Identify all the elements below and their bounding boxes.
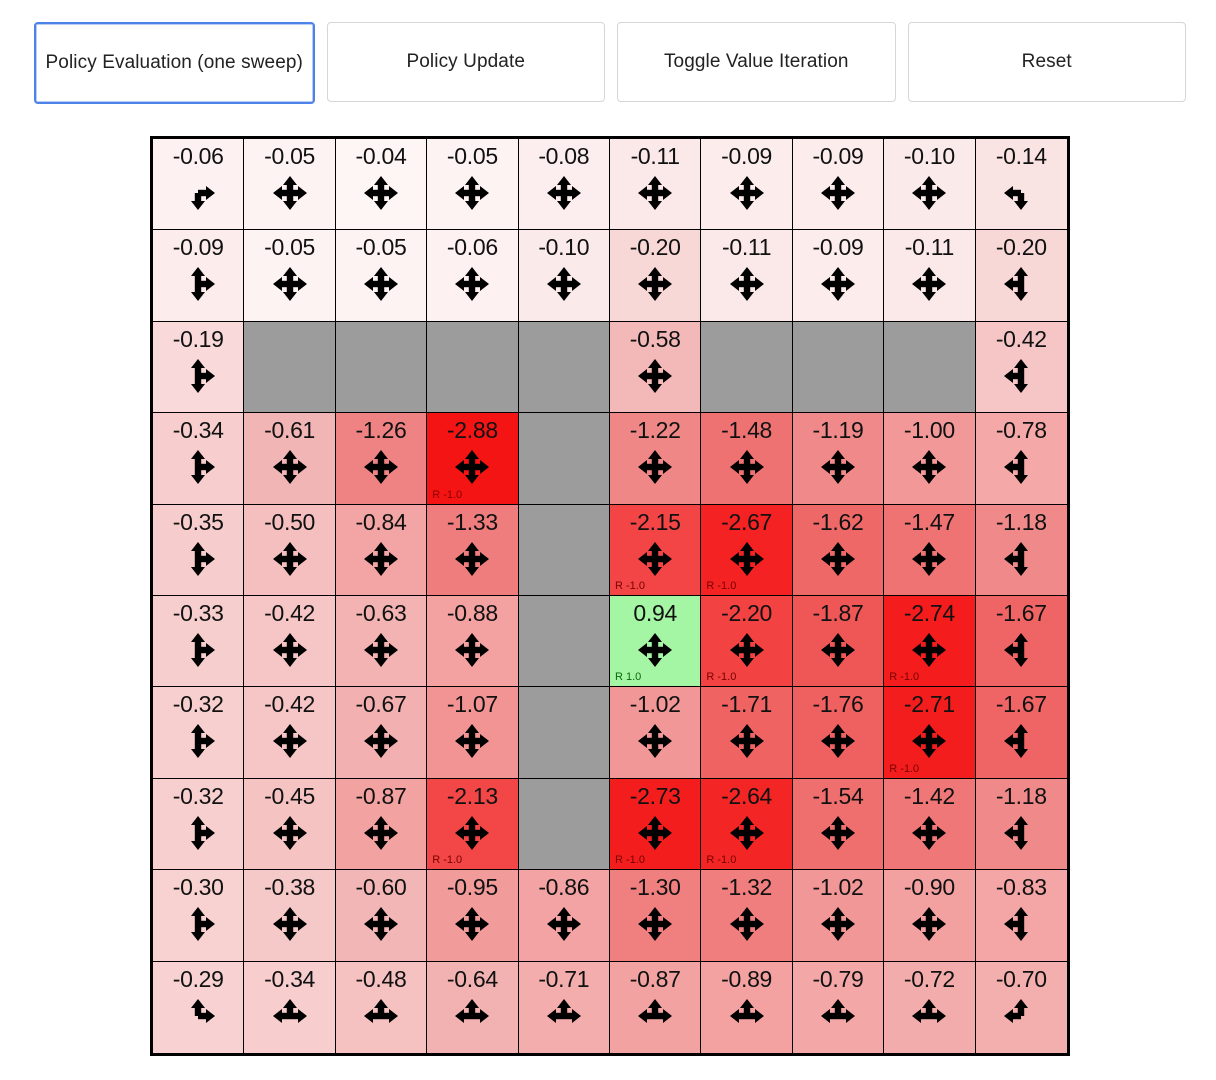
grid-cell[interactable] bbox=[884, 139, 975, 230]
cell-reward-label: R -1.0 bbox=[889, 671, 920, 684]
grid-cell[interactable] bbox=[336, 687, 427, 778]
cell-value: -0.78 bbox=[995, 417, 1047, 444]
grid-cell[interactable] bbox=[153, 779, 244, 870]
cell-value: -0.42 bbox=[264, 691, 316, 718]
policy-arrows-icon bbox=[519, 994, 609, 1038]
cell-value: -0.08 bbox=[538, 143, 590, 169]
grid-cell[interactable] bbox=[976, 322, 1067, 413]
grid-cell[interactable] bbox=[244, 870, 335, 961]
grid-cell[interactable] bbox=[244, 505, 335, 596]
cell-value: -0.34 bbox=[172, 417, 224, 444]
cell-value: -0.10 bbox=[903, 143, 955, 169]
policy-arrows-icon bbox=[610, 994, 700, 1038]
reset-label: Reset bbox=[1021, 51, 1072, 72]
policy-arrows-icon bbox=[884, 445, 974, 489]
policy-arrows-icon bbox=[153, 445, 243, 489]
policy-arrows-icon bbox=[610, 628, 700, 672]
policy-arrows-icon bbox=[610, 171, 700, 215]
grid-cell[interactable] bbox=[427, 962, 518, 1053]
grid-cell[interactable] bbox=[610, 687, 701, 778]
grid-cell[interactable] bbox=[153, 687, 244, 778]
grid-cell-wall bbox=[519, 322, 610, 413]
policy-arrows-icon bbox=[153, 811, 243, 855]
policy-evaluation-label: Policy Evaluation (one sweep) bbox=[45, 52, 303, 73]
policy-arrows-icon bbox=[336, 445, 426, 489]
policy-arrows-icon bbox=[336, 171, 426, 215]
grid-cell[interactable] bbox=[153, 596, 244, 687]
grid-cell[interactable] bbox=[701, 779, 792, 870]
cell-value: -1.19 bbox=[812, 417, 864, 444]
grid-cell[interactable] bbox=[153, 139, 244, 230]
grid-cell[interactable] bbox=[976, 870, 1067, 961]
cell-value: -0.42 bbox=[995, 325, 1047, 352]
policy-arrows-icon bbox=[793, 171, 883, 215]
policy-update-button[interactable] bbox=[327, 22, 606, 102]
cell-value: -0.20 bbox=[629, 234, 681, 261]
cell-value: -0.32 bbox=[172, 691, 224, 718]
policy-arrows-icon bbox=[976, 171, 1067, 215]
grid-cell[interactable] bbox=[244, 779, 335, 870]
grid-cell-wall bbox=[519, 413, 610, 504]
cell-value: -2.15 bbox=[629, 508, 681, 535]
grid-cell-wall bbox=[519, 505, 610, 596]
grid-cell[interactable] bbox=[884, 779, 975, 870]
cell-value: -0.64 bbox=[446, 965, 498, 992]
policy-arrows-icon bbox=[244, 811, 334, 855]
policy-arrows-icon bbox=[793, 628, 883, 672]
policy-arrows-icon bbox=[976, 445, 1067, 489]
policy-arrows-icon bbox=[884, 719, 974, 763]
policy-arrows-icon bbox=[153, 537, 243, 581]
cell-value: -0.33 bbox=[172, 600, 224, 626]
policy-arrows-icon bbox=[976, 354, 1067, 398]
cell-value: -0.88 bbox=[446, 600, 498, 626]
grid-cell[interactable] bbox=[793, 779, 884, 870]
policy-arrows-icon bbox=[153, 354, 243, 398]
cell-value: -0.14 bbox=[995, 143, 1047, 169]
cell-reward-label: R -1.0 bbox=[432, 488, 463, 501]
cell-value: -0.83 bbox=[995, 874, 1047, 901]
cell-value: -0.48 bbox=[355, 965, 407, 992]
policy-arrows-icon bbox=[336, 811, 426, 855]
cell-value: -1.67 bbox=[995, 691, 1047, 718]
policy-arrows-icon bbox=[336, 262, 426, 306]
grid-cell[interactable] bbox=[519, 962, 610, 1053]
grid-cell[interactable] bbox=[610, 322, 701, 413]
policy-arrows-icon bbox=[701, 994, 791, 1038]
cell-value: -0.09 bbox=[721, 143, 773, 169]
policy-update-label: Policy Update bbox=[406, 51, 526, 72]
grid-cell[interactable] bbox=[701, 687, 792, 778]
cell-value: -2.20 bbox=[721, 600, 773, 626]
policy-arrows-icon bbox=[884, 811, 974, 855]
grid-cell[interactable] bbox=[793, 870, 884, 961]
policy-arrows-icon bbox=[153, 262, 243, 306]
grid-cell[interactable] bbox=[336, 870, 427, 961]
policy-arrows-icon bbox=[976, 902, 1067, 946]
policy-arrows-icon bbox=[976, 628, 1067, 672]
policy-arrows-icon bbox=[793, 537, 883, 581]
policy-arrows-icon bbox=[336, 537, 426, 581]
cell-reward-label: R -1.0 bbox=[889, 762, 920, 775]
grid-cell[interactable] bbox=[244, 139, 335, 230]
cell-value: -1.48 bbox=[721, 417, 773, 444]
cell-value: -0.10 bbox=[538, 234, 590, 261]
policy-arrows-icon bbox=[976, 262, 1067, 306]
grid-cell[interactable] bbox=[153, 413, 244, 504]
policy-arrows-icon bbox=[884, 902, 974, 946]
grid-cell[interactable] bbox=[519, 230, 610, 321]
policy-arrows-icon bbox=[701, 719, 791, 763]
grid-cell[interactable] bbox=[793, 596, 884, 687]
grid-cell[interactable] bbox=[884, 596, 975, 687]
policy-arrows-icon bbox=[244, 537, 334, 581]
policy-arrows-icon bbox=[427, 628, 517, 672]
grid-cell[interactable] bbox=[427, 413, 518, 504]
policy-arrows-icon bbox=[610, 354, 700, 398]
cell-reward-label: R -1.0 bbox=[706, 580, 737, 592]
policy-arrows-icon bbox=[793, 994, 883, 1038]
grid-cell[interactable] bbox=[610, 505, 701, 596]
policy-arrows-icon bbox=[244, 171, 334, 215]
policy-arrows-icon bbox=[244, 719, 334, 763]
cell-value: -1.87 bbox=[812, 600, 864, 626]
cell-value: -1.71 bbox=[721, 691, 773, 718]
policy-arrows-icon bbox=[244, 628, 334, 672]
policy-arrows-icon bbox=[519, 171, 609, 215]
gridworld-grid[interactable] bbox=[150, 136, 1070, 1056]
policy-arrows-icon bbox=[610, 262, 700, 306]
cell-value: -2.73 bbox=[629, 782, 681, 809]
policy-arrows-icon bbox=[427, 537, 517, 581]
grid-cell[interactable] bbox=[884, 687, 975, 778]
toggle-value-iteration-button[interactable] bbox=[617, 22, 896, 102]
cell-value: -1.54 bbox=[812, 782, 864, 809]
grid-cell[interactable] bbox=[336, 139, 427, 230]
cell-value: -0.45 bbox=[264, 782, 316, 809]
cell-value: -2.64 bbox=[721, 782, 773, 809]
policy-arrows-icon bbox=[884, 628, 974, 672]
policy-arrows-icon bbox=[610, 811, 700, 855]
grid-cell-wall bbox=[701, 322, 792, 413]
grid-cell[interactable] bbox=[793, 505, 884, 596]
policy-arrows-icon bbox=[884, 537, 974, 581]
policy-arrows-icon bbox=[336, 628, 426, 672]
policy-arrows-icon bbox=[153, 628, 243, 672]
cell-value: -0.30 bbox=[172, 874, 224, 901]
grid-cell[interactable] bbox=[793, 413, 884, 504]
cell-value: -1.18 bbox=[995, 782, 1047, 809]
cell-value: -1.18 bbox=[995, 508, 1047, 535]
grid-cell[interactable] bbox=[976, 962, 1067, 1053]
policy-arrows-icon bbox=[427, 262, 517, 306]
grid-cell-wall bbox=[519, 596, 610, 687]
cell-value: -1.02 bbox=[812, 874, 864, 901]
policy-arrows-icon bbox=[610, 445, 700, 489]
grid-cell[interactable] bbox=[976, 139, 1067, 230]
grid-cell[interactable] bbox=[610, 870, 701, 961]
grid-cell[interactable] bbox=[701, 413, 792, 504]
cell-value: -1.22 bbox=[629, 417, 681, 444]
grid-cell[interactable] bbox=[244, 962, 335, 1053]
grid-cell[interactable] bbox=[153, 322, 244, 413]
grid-cell[interactable] bbox=[336, 413, 427, 504]
cell-value: -0.38 bbox=[264, 874, 316, 901]
grid-cell[interactable] bbox=[244, 596, 335, 687]
policy-arrows-icon bbox=[153, 994, 243, 1038]
grid-cell-wall bbox=[793, 322, 884, 413]
policy-arrows-icon bbox=[701, 445, 791, 489]
grid-cell[interactable] bbox=[976, 779, 1067, 870]
policy-arrows-icon bbox=[153, 719, 243, 763]
grid-cell[interactable] bbox=[793, 687, 884, 778]
policy-arrows-icon bbox=[610, 537, 700, 581]
grid-cell[interactable] bbox=[884, 870, 975, 961]
policy-arrows-icon bbox=[519, 902, 609, 946]
policy-arrows-icon bbox=[701, 902, 791, 946]
grid-cell[interactable] bbox=[976, 687, 1067, 778]
grid-cell[interactable] bbox=[793, 139, 884, 230]
grid-cell[interactable] bbox=[336, 962, 427, 1053]
policy-arrows-icon bbox=[701, 537, 791, 581]
cell-reward-label: R -1.0 bbox=[615, 854, 645, 867]
grid-cell[interactable] bbox=[153, 962, 244, 1053]
policy-arrows-icon bbox=[793, 811, 883, 855]
grid-cell[interactable] bbox=[336, 505, 427, 596]
cell-reward-label: R -1.0 bbox=[615, 580, 645, 592]
cell-value: -2.74 bbox=[903, 600, 955, 626]
cell-value: -0.63 bbox=[355, 600, 407, 626]
grid-cell[interactable] bbox=[427, 779, 518, 870]
cell-value: -1.02 bbox=[629, 691, 681, 718]
cell-value: -0.20 bbox=[995, 234, 1047, 261]
grid-cell[interactable] bbox=[244, 230, 335, 321]
grid-cell[interactable] bbox=[884, 230, 975, 321]
policy-arrows-icon bbox=[153, 171, 243, 215]
cell-value: -0.61 bbox=[264, 417, 316, 444]
cell-value: -0.11 bbox=[630, 143, 680, 169]
cell-value: -0.84 bbox=[355, 508, 407, 535]
policy-arrows-icon bbox=[976, 811, 1067, 855]
grid-cell-wall bbox=[884, 322, 975, 413]
cell-value: -0.60 bbox=[355, 874, 407, 901]
grid-cell[interactable] bbox=[701, 870, 792, 961]
policy-arrows-icon bbox=[701, 628, 791, 672]
policy-arrows-icon bbox=[701, 811, 791, 855]
grid-cell[interactable] bbox=[701, 596, 792, 687]
policy-arrows-icon bbox=[244, 262, 334, 306]
toggle-value-iteration-label: Toggle Value Iteration bbox=[663, 51, 849, 72]
grid-cell[interactable] bbox=[610, 139, 701, 230]
policy-arrows-icon bbox=[427, 171, 517, 215]
grid-cell[interactable] bbox=[976, 596, 1067, 687]
cell-value: -2.67 bbox=[721, 508, 773, 535]
cell-value: -0.50 bbox=[264, 508, 316, 535]
cell-value: -2.88 bbox=[446, 417, 498, 444]
policy-arrows-icon bbox=[793, 719, 883, 763]
grid-cell[interactable] bbox=[519, 139, 610, 230]
cell-value: -0.32 bbox=[172, 782, 224, 809]
grid-cell[interactable] bbox=[884, 413, 975, 504]
cell-value: -1.00 bbox=[903, 417, 955, 444]
policy-arrows-icon bbox=[336, 994, 426, 1038]
policy-arrows-icon bbox=[519, 262, 609, 306]
cell-value: -0.06 bbox=[172, 143, 224, 169]
policy-arrows-icon bbox=[153, 902, 243, 946]
grid-cell-wall bbox=[244, 322, 335, 413]
cell-value: -1.67 bbox=[995, 600, 1047, 626]
grid-cell[interactable] bbox=[610, 596, 701, 687]
grid-cell[interactable] bbox=[244, 413, 335, 504]
grid-cell[interactable] bbox=[701, 139, 792, 230]
grid-cell-wall bbox=[336, 322, 427, 413]
policy-arrows-icon bbox=[336, 902, 426, 946]
grid-cell[interactable] bbox=[427, 505, 518, 596]
cell-value: -0.09 bbox=[812, 234, 864, 261]
grid-cell[interactable] bbox=[976, 230, 1067, 321]
cell-value: -0.72 bbox=[903, 965, 955, 992]
cell-value: -0.67 bbox=[355, 691, 407, 718]
policy-arrows-icon bbox=[976, 994, 1067, 1038]
cell-reward-label: R -1.0 bbox=[706, 854, 737, 867]
policy-arrows-icon bbox=[884, 262, 974, 306]
cell-value: -1.26 bbox=[355, 417, 407, 444]
cell-value: -0.05 bbox=[355, 234, 407, 261]
policy-arrows-icon bbox=[427, 445, 517, 489]
cell-value: -0.09 bbox=[812, 143, 864, 169]
cell-value: -1.33 bbox=[446, 508, 498, 535]
grid-cell[interactable] bbox=[336, 230, 427, 321]
policy-arrows-icon bbox=[701, 262, 791, 306]
cell-value: -0.90 bbox=[903, 874, 955, 901]
grid-cell[interactable] bbox=[884, 962, 975, 1053]
cell-value: -1.07 bbox=[446, 691, 498, 718]
grid-cell[interactable] bbox=[427, 687, 518, 778]
cell-value: -0.58 bbox=[629, 325, 681, 352]
grid-cell[interactable] bbox=[244, 687, 335, 778]
cell-value: -2.71 bbox=[903, 691, 955, 718]
policy-arrows-icon bbox=[610, 719, 700, 763]
cell-value: -0.05 bbox=[264, 143, 316, 169]
grid-cell-wall bbox=[519, 779, 610, 870]
grid-cell-wall bbox=[519, 687, 610, 778]
cell-value: -0.19 bbox=[172, 325, 224, 352]
grid-cell[interactable] bbox=[153, 505, 244, 596]
grid-cell[interactable] bbox=[793, 230, 884, 321]
cell-value: -0.42 bbox=[264, 600, 316, 626]
cell-reward-label: R 1.0 bbox=[615, 671, 642, 684]
grid-cell[interactable] bbox=[610, 779, 701, 870]
grid-cell[interactable] bbox=[701, 230, 792, 321]
policy-evaluation-button[interactable] bbox=[34, 22, 315, 104]
grid-cell[interactable] bbox=[427, 870, 518, 961]
cell-value: -0.87 bbox=[629, 965, 681, 992]
grid-cell[interactable] bbox=[427, 230, 518, 321]
cell-value: -0.04 bbox=[355, 143, 407, 169]
policy-arrows-icon bbox=[793, 902, 883, 946]
cell-value: -0.29 bbox=[172, 965, 224, 992]
policy-arrows-icon bbox=[793, 445, 883, 489]
cell-value: -0.35 bbox=[172, 508, 224, 535]
policy-arrows-icon bbox=[427, 811, 517, 855]
cell-reward-label: R -1.0 bbox=[432, 854, 463, 867]
grid-cell[interactable] bbox=[610, 413, 701, 504]
cell-value: -0.71 bbox=[538, 965, 590, 992]
cell-value: -0.89 bbox=[721, 965, 773, 992]
grid-cell[interactable] bbox=[976, 413, 1067, 504]
policy-arrows-icon bbox=[610, 902, 700, 946]
cell-value: -0.79 bbox=[812, 965, 864, 992]
cell-value: -1.32 bbox=[721, 874, 773, 901]
toolbar bbox=[0, 0, 1216, 104]
grid-cell[interactable] bbox=[519, 870, 610, 961]
policy-arrows-icon bbox=[427, 902, 517, 946]
grid-cell[interactable] bbox=[793, 962, 884, 1053]
policy-arrows-icon bbox=[244, 445, 334, 489]
cell-value: -0.70 bbox=[995, 965, 1047, 992]
grid-cell[interactable] bbox=[427, 596, 518, 687]
policy-arrows-icon bbox=[884, 994, 974, 1038]
cell-value: -1.47 bbox=[903, 508, 955, 535]
cell-value: -0.86 bbox=[538, 874, 590, 901]
grid-cell[interactable] bbox=[976, 505, 1067, 596]
cell-value: -0.34 bbox=[264, 965, 316, 992]
grid-cell[interactable] bbox=[427, 139, 518, 230]
policy-arrows-icon bbox=[427, 719, 517, 763]
policy-arrows-icon bbox=[427, 994, 517, 1038]
policy-arrows-icon bbox=[336, 719, 426, 763]
cell-value: -0.87 bbox=[355, 782, 407, 809]
grid-cell-wall bbox=[427, 322, 518, 413]
policy-arrows-icon bbox=[884, 171, 974, 215]
cell-value: 0.94 bbox=[633, 600, 677, 626]
policy-arrows-icon bbox=[244, 994, 334, 1038]
grid-cell[interactable] bbox=[336, 596, 427, 687]
grid-cell[interactable] bbox=[153, 230, 244, 321]
cell-value: -1.62 bbox=[812, 508, 864, 535]
grid-cell[interactable] bbox=[336, 779, 427, 870]
grid-cell[interactable] bbox=[153, 870, 244, 961]
policy-arrows-icon bbox=[701, 171, 791, 215]
grid-cell[interactable] bbox=[701, 505, 792, 596]
grid-cell[interactable] bbox=[610, 962, 701, 1053]
cell-value: -2.13 bbox=[446, 782, 498, 809]
cell-value: -1.42 bbox=[903, 782, 955, 809]
cell-value: -1.76 bbox=[812, 691, 864, 718]
cell-value: -0.11 bbox=[721, 234, 772, 261]
cell-value: -1.30 bbox=[629, 874, 681, 901]
reset-button[interactable] bbox=[908, 22, 1187, 102]
cell-value: -0.06 bbox=[446, 234, 498, 261]
policy-arrows-icon bbox=[244, 902, 334, 946]
policy-arrows-icon bbox=[976, 719, 1067, 763]
cell-value: -0.05 bbox=[264, 234, 316, 261]
cell-value: -0.05 bbox=[446, 143, 498, 169]
policy-arrows-icon bbox=[793, 262, 883, 306]
cell-value: -0.11 bbox=[904, 234, 954, 261]
policy-arrows-icon bbox=[976, 537, 1067, 581]
grid-cell[interactable] bbox=[610, 230, 701, 321]
cell-value: -0.95 bbox=[446, 874, 498, 901]
cell-reward-label: R -1.0 bbox=[706, 671, 737, 684]
grid-cell[interactable] bbox=[884, 505, 975, 596]
cell-value: -0.09 bbox=[172, 234, 224, 261]
grid-cell[interactable] bbox=[701, 962, 792, 1053]
